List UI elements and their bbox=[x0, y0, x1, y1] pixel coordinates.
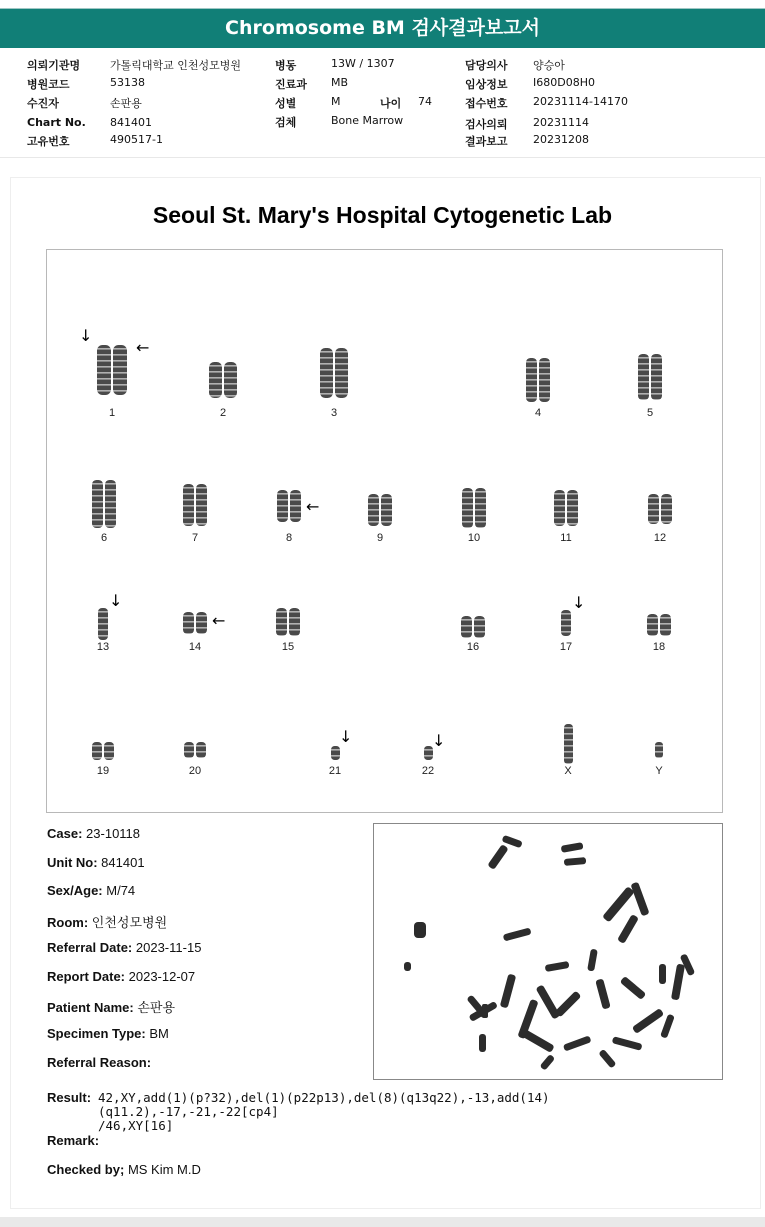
chromatid bbox=[381, 494, 392, 526]
chromosome-image bbox=[95, 345, 129, 395]
chromosome-13 bbox=[83, 608, 123, 640]
chromosome-image bbox=[653, 742, 665, 758]
remark-label: Remark: bbox=[47, 1133, 100, 1148]
chromosome-number: 7 bbox=[191, 532, 199, 544]
chromosome-number: 5 bbox=[646, 407, 654, 419]
abnormality-arrow-down: ↓ bbox=[339, 727, 353, 746]
referral-date-label: Referral Date: bbox=[47, 940, 133, 955]
chromatid bbox=[224, 362, 237, 398]
chromosome-image bbox=[366, 494, 394, 526]
chromosome-number: X bbox=[564, 765, 572, 777]
chromosome-image bbox=[181, 612, 209, 634]
chromosome-16 bbox=[453, 616, 493, 638]
chromosome-image bbox=[274, 608, 302, 636]
header-label: 성별 bbox=[275, 97, 297, 110]
checked-by-value: MS Kim M.D bbox=[127, 1162, 201, 1177]
chromosome-number: 1 bbox=[108, 407, 116, 419]
result-block bbox=[47, 1090, 707, 1133]
chromosome-image bbox=[329, 746, 342, 760]
header-label: 고유번호 bbox=[27, 135, 70, 148]
header-divider bbox=[0, 157, 765, 158]
chromatid bbox=[277, 490, 288, 522]
chromosome-image bbox=[90, 480, 118, 528]
header-value: 20231114 bbox=[533, 116, 589, 129]
result-label: Result: bbox=[47, 1090, 92, 1105]
report-title: Chromosome BM 검사결과보고서 bbox=[225, 17, 540, 39]
chromosome-9 bbox=[360, 494, 400, 526]
chromosome-image bbox=[90, 742, 116, 760]
chromosome-number: 12 bbox=[653, 532, 667, 544]
chromosome-number: 11 bbox=[560, 532, 572, 544]
patient-name-label: Patient Name: bbox=[47, 1000, 134, 1015]
room-row bbox=[47, 912, 167, 931]
unit-no-row bbox=[47, 855, 145, 870]
chromosome-18 bbox=[639, 614, 679, 636]
chromosome-number: 21 bbox=[328, 765, 342, 777]
specimen-type-row bbox=[47, 1026, 169, 1041]
chromosome-number: 6 bbox=[100, 532, 108, 544]
header-value: I680D08H0 bbox=[533, 76, 595, 89]
sex-age-value: M/74 bbox=[106, 883, 136, 898]
abnormality-arrow-down: ↓ bbox=[109, 591, 123, 610]
chromosome-number: 16 bbox=[466, 641, 480, 653]
chromosome-image bbox=[96, 608, 110, 640]
chromosome-1 bbox=[92, 345, 132, 395]
chromosome-10 bbox=[454, 488, 494, 528]
chromatid bbox=[104, 742, 114, 760]
header-value: 53138 bbox=[110, 76, 145, 89]
header-value: 손판용 bbox=[110, 97, 142, 110]
header-value: 20231114-14170 bbox=[533, 95, 628, 108]
header-value: M bbox=[331, 95, 341, 108]
chromosome-image bbox=[422, 746, 435, 760]
header-value: 20231208 bbox=[533, 133, 589, 146]
chromatid bbox=[526, 358, 537, 402]
chromatid bbox=[648, 494, 659, 524]
room-value: 인천성모병원 bbox=[91, 915, 168, 930]
chromatid bbox=[660, 614, 671, 636]
chromosome-image bbox=[207, 362, 239, 398]
chromatid bbox=[462, 488, 473, 528]
karyogram bbox=[46, 249, 723, 813]
chromosome-21 bbox=[315, 746, 355, 760]
chromatid bbox=[97, 345, 111, 395]
chromatid bbox=[651, 354, 662, 400]
case-value: 23-10118 bbox=[86, 826, 141, 841]
metaphase-spread bbox=[374, 824, 722, 1079]
checked-by-label: Checked by; bbox=[47, 1162, 125, 1177]
chromatid bbox=[475, 488, 486, 528]
chromosome-11 bbox=[546, 490, 586, 526]
header-label: 담당의사 bbox=[465, 59, 508, 72]
chromatid bbox=[196, 484, 207, 526]
referral-reason-label: Referral Reason: bbox=[47, 1055, 152, 1070]
chromatid bbox=[335, 348, 348, 398]
chromosome-image bbox=[645, 614, 673, 636]
report-date-row bbox=[47, 969, 195, 984]
chromatid bbox=[331, 746, 340, 760]
result-line-2: /46,XY[16] bbox=[98, 1118, 174, 1133]
chromatid bbox=[290, 490, 301, 522]
header-value: 841401 bbox=[110, 116, 152, 129]
chromosome-number: 3 bbox=[330, 407, 338, 419]
chromatid bbox=[92, 480, 103, 528]
chromatid bbox=[474, 616, 485, 638]
chromosome-number: 10 bbox=[467, 532, 481, 544]
chromatid bbox=[561, 610, 571, 636]
header-value: MB bbox=[331, 76, 349, 89]
lab-title: Seoul St. Mary's Hospital Cytogenetic Lab bbox=[152, 202, 613, 228]
chromosome-number: 9 bbox=[376, 532, 384, 544]
abnormality-arrow-left: ← bbox=[306, 497, 320, 516]
chromosome-image bbox=[552, 490, 580, 526]
chromosome-image bbox=[318, 348, 350, 398]
abnormality-arrow-down: ↓ bbox=[432, 731, 446, 750]
unit-no-value: 841401 bbox=[101, 855, 145, 870]
chromosome-number: 20 bbox=[188, 765, 202, 777]
header-info bbox=[0, 52, 765, 152]
chromatid bbox=[554, 490, 565, 526]
chromosome-number: 4 bbox=[534, 407, 542, 419]
chromatid bbox=[647, 614, 658, 636]
chromosome-image bbox=[636, 354, 664, 400]
bottom-bar bbox=[0, 1217, 765, 1227]
checked-by-row bbox=[47, 1162, 201, 1177]
chromatid bbox=[276, 608, 287, 636]
chromosome-14 bbox=[175, 612, 215, 634]
chromosome-image bbox=[562, 724, 575, 764]
chromosome-5 bbox=[630, 354, 670, 400]
chromosome-4 bbox=[518, 358, 558, 402]
header-value: 490517-1 bbox=[110, 133, 163, 146]
chromosome-number: 22 bbox=[421, 765, 435, 777]
chromosome-number: 15 bbox=[281, 641, 295, 653]
chromosome-image bbox=[181, 484, 209, 526]
header-label: 나이 bbox=[380, 97, 402, 110]
sex-age-label: Sex/Age: bbox=[47, 883, 103, 898]
patient-name-row bbox=[47, 997, 175, 1016]
chromosome-number: Y bbox=[655, 765, 663, 777]
header-value: 가톨릭대학교 인천성모병원 bbox=[110, 59, 242, 72]
chromosome-image bbox=[275, 490, 303, 522]
remark-row bbox=[47, 1133, 99, 1148]
chromatid bbox=[567, 490, 578, 526]
chromatid bbox=[98, 608, 108, 640]
chromatid bbox=[183, 612, 194, 634]
specimen-type-label: Specimen Type: bbox=[47, 1026, 146, 1041]
chromosome-number: 19 bbox=[96, 765, 110, 777]
chromosome-number: 17 bbox=[559, 641, 573, 653]
chromosome-image bbox=[459, 616, 487, 638]
header-label: 검체 bbox=[275, 116, 297, 129]
header-label: 검사의뢰 bbox=[465, 118, 508, 131]
chromatid bbox=[92, 742, 102, 760]
chromosome-image bbox=[524, 358, 552, 402]
abnormality-arrow-left: ← bbox=[212, 611, 226, 630]
chromosome-image bbox=[460, 488, 488, 528]
abnormality-arrow-down: ↓ bbox=[572, 593, 586, 612]
header-label: Chart No. bbox=[27, 116, 86, 129]
chromosome-number: 8 bbox=[285, 532, 293, 544]
header-value: 양승아 bbox=[533, 59, 565, 72]
header-value: 13W / 1307 bbox=[331, 57, 395, 70]
header-label: 수진자 bbox=[27, 97, 59, 110]
chromatid bbox=[289, 608, 300, 636]
chromatid bbox=[113, 345, 127, 395]
chromosome-x bbox=[548, 724, 588, 764]
abnormality-arrow-down: ↓ bbox=[79, 326, 93, 345]
report-date-label: Report Date: bbox=[47, 969, 126, 984]
chromosome-20 bbox=[175, 742, 215, 758]
chromatid bbox=[655, 742, 663, 758]
header-value: Bone Marrow bbox=[331, 114, 404, 127]
result-line-1: 42,XY,add(1)(p?32),del(1)(p22p13),del(8)(q13q22),-13,add(14)(q11.2),-17,-21,-22[cp4] bbox=[98, 1090, 550, 1119]
header-label: 접수번호 bbox=[465, 97, 508, 110]
referral-date-row bbox=[47, 940, 201, 955]
specimen-type-value: BM bbox=[149, 1026, 169, 1041]
patient-name-value: 손판용 bbox=[137, 1000, 176, 1015]
chromosome-2 bbox=[203, 362, 243, 398]
chromosome-22 bbox=[408, 746, 448, 760]
result-value bbox=[98, 1091, 708, 1133]
chromosome-19 bbox=[83, 742, 123, 760]
chromosome-8 bbox=[269, 490, 309, 522]
header-label: 의뢰기관명 bbox=[27, 59, 81, 72]
abnormality-arrow-left: ← bbox=[136, 338, 150, 357]
referral-date-value: 2023-11-15 bbox=[135, 940, 202, 955]
chromatid bbox=[209, 362, 222, 398]
metaphase-image bbox=[373, 823, 723, 1080]
header-label: 진료과 bbox=[275, 78, 307, 91]
unit-no-label: Unit No: bbox=[47, 855, 98, 870]
chromosome-number: 2 bbox=[219, 407, 227, 419]
chromatid bbox=[196, 612, 207, 634]
header-label: 결과보고 bbox=[465, 135, 508, 148]
header-value: 74 bbox=[418, 95, 432, 108]
chromosome-17 bbox=[546, 610, 586, 636]
chromatid bbox=[539, 358, 550, 402]
chromosome-y bbox=[639, 742, 679, 758]
chromatid bbox=[320, 348, 333, 398]
header-label: 병동 bbox=[275, 59, 297, 72]
chromosome-image bbox=[559, 610, 573, 636]
chromosome-3 bbox=[314, 348, 354, 398]
referral-reason-row bbox=[47, 1055, 151, 1070]
report-title-bar bbox=[0, 8, 765, 48]
chromatid bbox=[105, 480, 116, 528]
chromatid bbox=[184, 742, 194, 758]
chromosome-number: 14 bbox=[188, 641, 202, 653]
chromosome-image bbox=[182, 742, 208, 758]
chromosome-15 bbox=[268, 608, 308, 636]
sex-age-row bbox=[47, 883, 135, 898]
header-label: 임상정보 bbox=[465, 78, 508, 91]
chromosome-image bbox=[646, 494, 674, 524]
chromatid bbox=[183, 484, 194, 526]
chromatid bbox=[368, 494, 379, 526]
chromosome-6 bbox=[84, 480, 124, 528]
chromosome-number: 13 bbox=[96, 641, 110, 653]
room-label: Room: bbox=[47, 915, 89, 930]
chromatid bbox=[564, 724, 573, 764]
chromatid bbox=[196, 742, 206, 758]
chromosome-12 bbox=[640, 494, 680, 524]
header-label: 병원코드 bbox=[27, 78, 70, 91]
report-date-value: 2023-12-07 bbox=[128, 969, 196, 984]
chromatid bbox=[461, 616, 472, 638]
chromosome-7 bbox=[175, 484, 215, 526]
case-row bbox=[47, 826, 140, 841]
chromatid bbox=[638, 354, 649, 400]
chromatid bbox=[661, 494, 672, 524]
chromosome-number: 18 bbox=[652, 641, 666, 653]
chromatid bbox=[424, 746, 433, 760]
case-label: Case: bbox=[47, 826, 83, 841]
